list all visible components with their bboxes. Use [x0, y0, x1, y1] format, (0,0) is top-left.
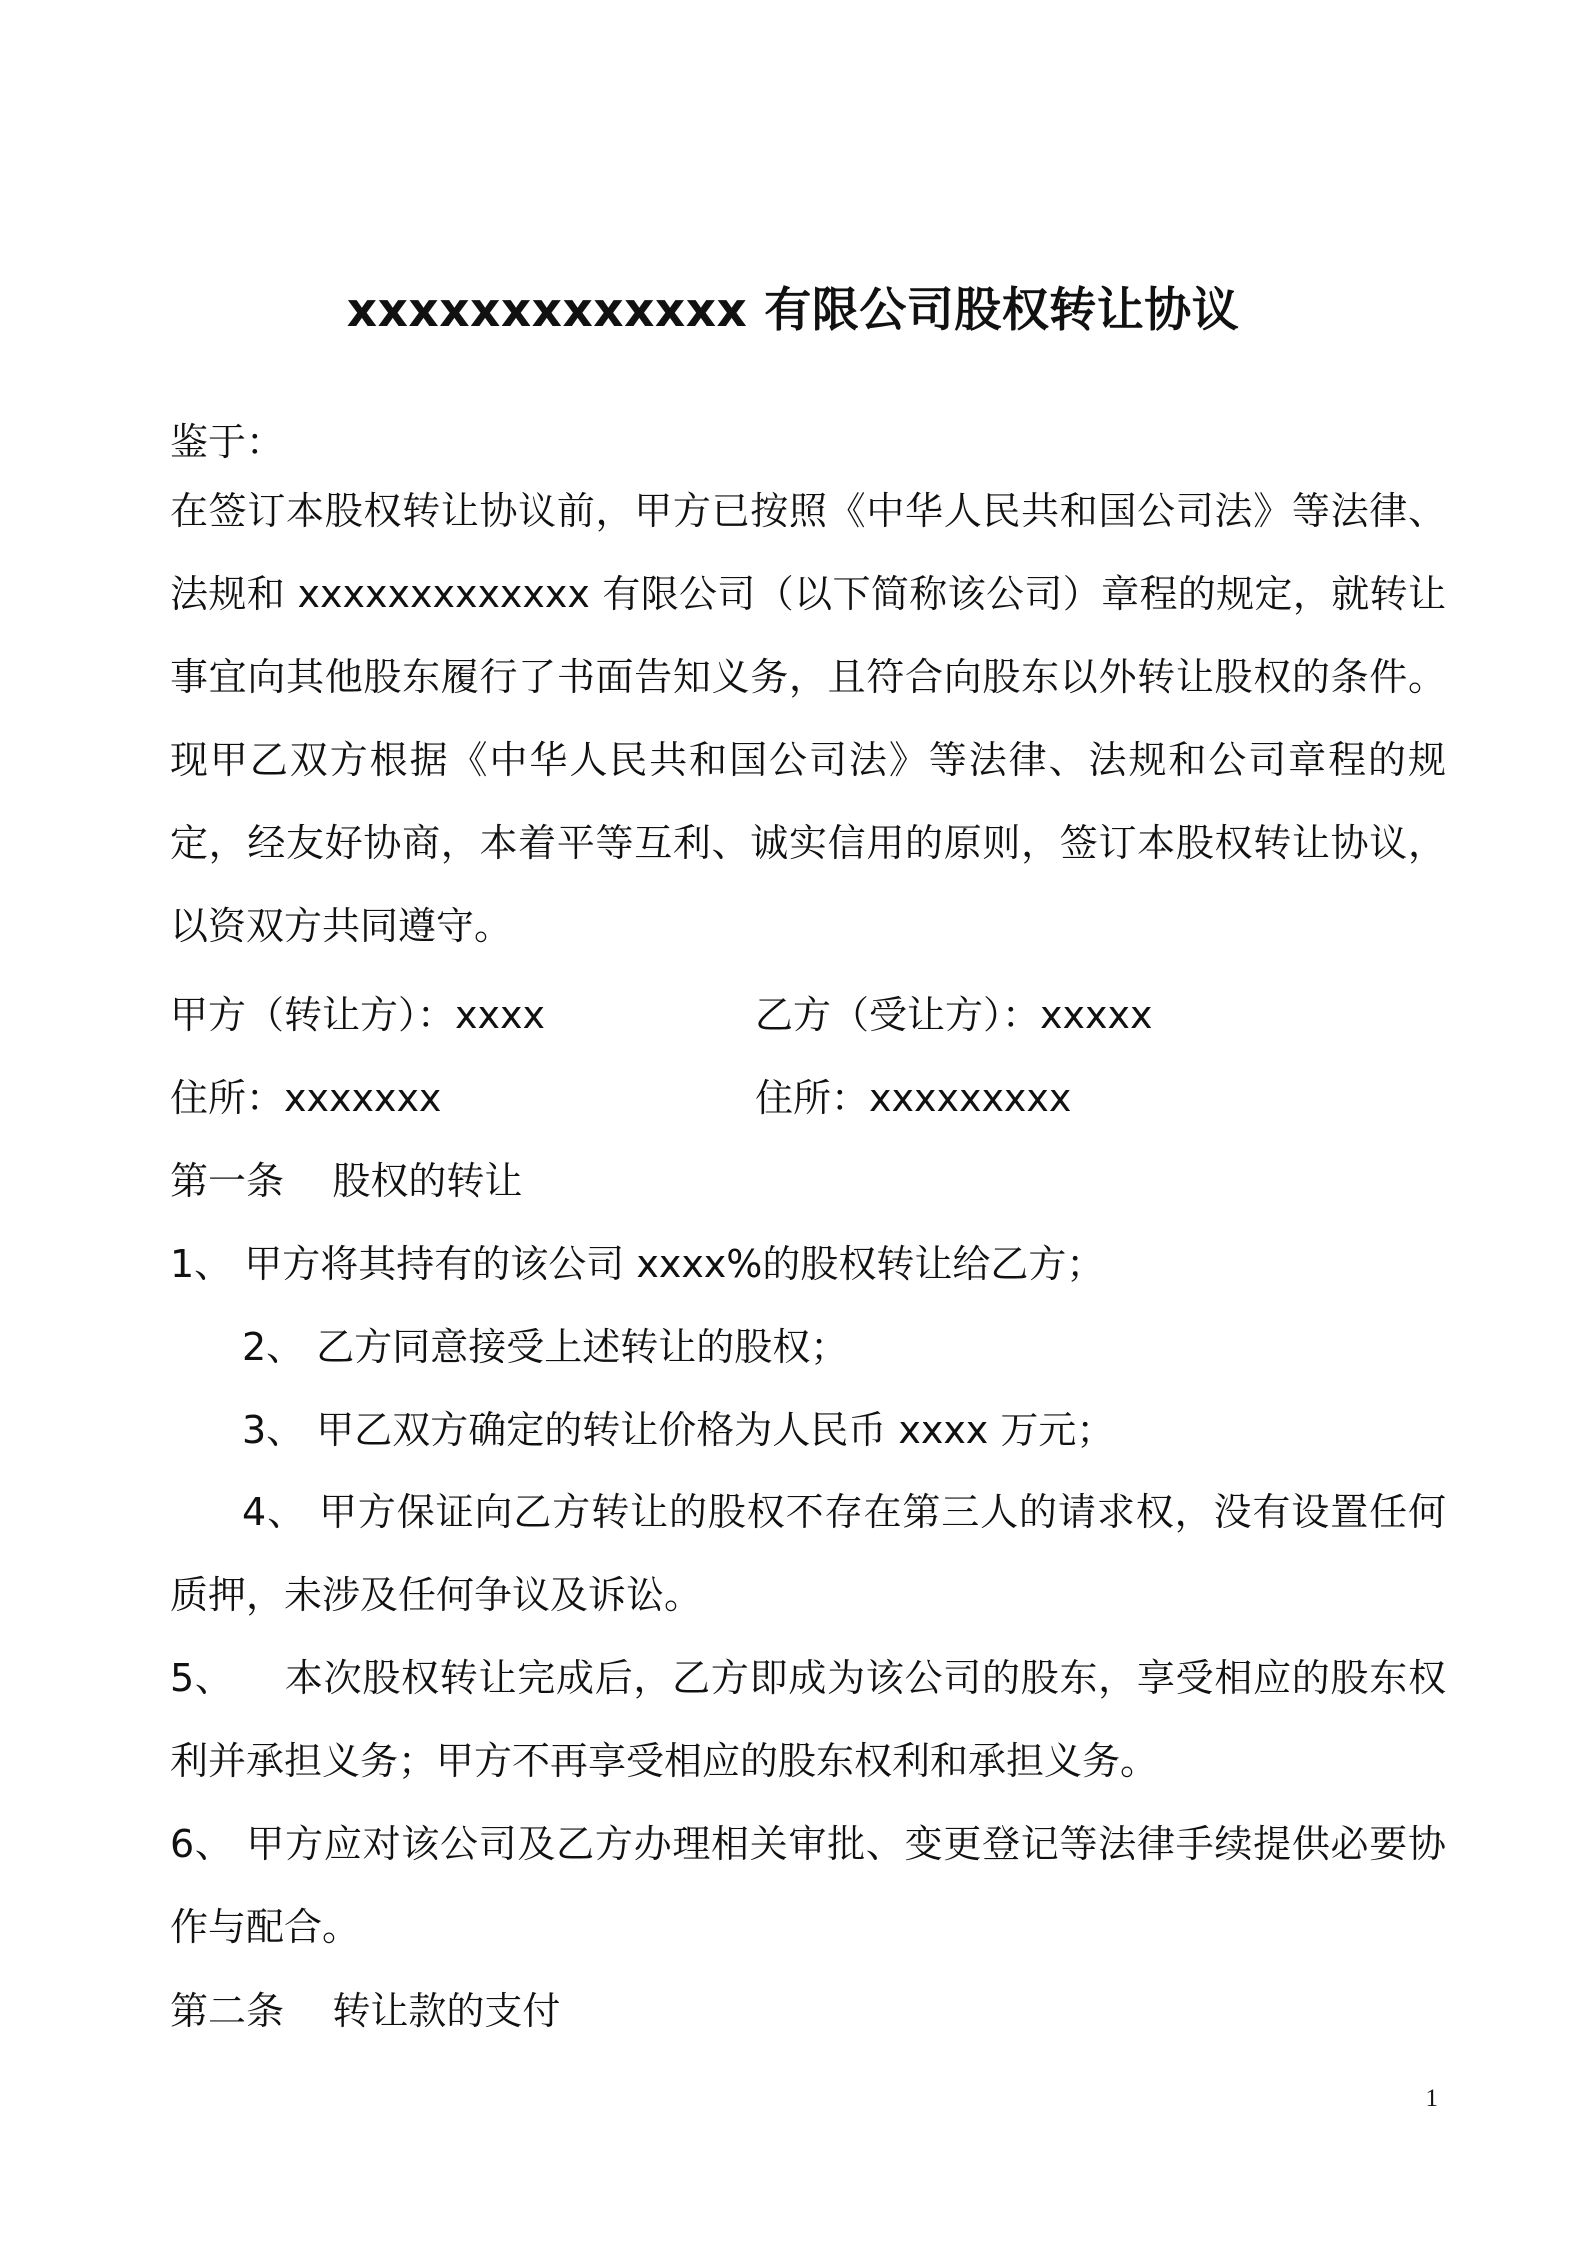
party-a-address: 住所：xxxxxxx	[170, 1076, 442, 1120]
article-1-item-5: 5、 本次股权转让完成后，乙方即成为该公司的股东，享受相应的股东权利并承担义务；甲方不再享受相应的股东权利和承担义务。	[170, 1656, 1446, 1783]
article-1-item-3: 3、 甲乙双方确定的转让价格为人民币 xxxx 万元；	[242, 1408, 1115, 1452]
article-1-item-6: 6、 甲方应对该公司及乙方办理相关审批、变更登记等法律手续提供必要协作与配合。	[170, 1822, 1446, 1949]
article-1-item-2: 2、 乙方同意接受上述转让的股权；	[242, 1325, 849, 1369]
article-1-item-4: 4、 甲方保证向乙方转让的股权不存在第三人的请求权，没有设置任何质押，未涉及任何争议及诉讼。	[170, 1490, 1446, 1617]
party-b-label: 乙方（受让方）：xxxxx	[755, 993, 1153, 1037]
preamble-paragraph: 在签订本股权转让协议前，甲方已按照《中华人民共和国公司法》等法律、法规和 xxxxxxxxxxxxx 有限公司（以下简称该公司）章程的规定，就转让事宜向其他股东履行了书面告知义务，且符合向股东以外转让股权的条件。现甲乙双方根据《中华人民共和国公司法》等法律、法规和公司章程的规定，经友好协商，本着平等互利、诚实信用的原则，签订本股权转让协议，以资双方共同遵守。	[170, 489, 1446, 948]
party-a-label: 甲方（转让方）：xxxx	[170, 993, 545, 1037]
whereas-label: 鉴于：	[170, 420, 285, 464]
document-title: xxxxxxxxxxxxx 有限公司股权转让协议	[346, 283, 1240, 338]
article-1-heading: 第一条 股权的转让	[170, 1159, 523, 1203]
page-number: 1	[1425, 2085, 1438, 2112]
article-1-item-1: 1、 甲方将其持有的该公司 xxxx%的股权转让给乙方；	[170, 1242, 1105, 1286]
article-2-heading: 第二条 转让款的支付	[170, 1989, 561, 2033]
party-b-address: 住所：xxxxxxxxx	[755, 1076, 1072, 1120]
